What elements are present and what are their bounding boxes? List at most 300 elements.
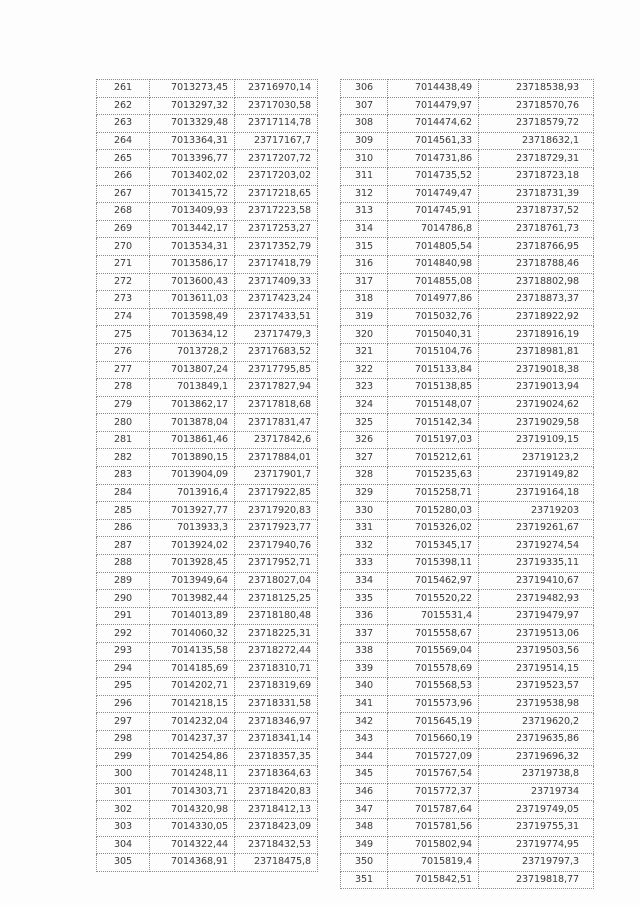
y-coordinate-cell: 23718357,35	[235, 748, 318, 766]
x-coordinate-cell: 7014218,15	[150, 695, 235, 713]
table-row	[97, 449, 318, 467]
x-coordinate-cell: 7013534,31	[150, 238, 235, 256]
point-number-cell: 301	[97, 783, 150, 801]
x-coordinate-cell: 7014561,33	[388, 132, 479, 150]
y-coordinate-cell: 23719818,77	[479, 871, 594, 889]
table-row	[341, 783, 594, 801]
x-coordinate-cell: 7014749,47	[388, 185, 479, 203]
x-coordinate-cell: 7013862,17	[150, 396, 235, 414]
x-coordinate-cell: 7014805,54	[388, 238, 479, 256]
point-number-cell: 289	[97, 572, 150, 590]
point-number-cell: 319	[341, 308, 388, 326]
y-coordinate-cell: 23718788,46	[479, 255, 594, 273]
table-row	[97, 396, 318, 414]
y-coordinate-cell: 23719620,2	[479, 713, 594, 731]
y-coordinate-cell: 23719774,95	[479, 836, 594, 854]
y-coordinate-cell: 23718272,44	[235, 643, 318, 661]
table-row	[97, 678, 318, 696]
table-row	[97, 555, 318, 573]
point-number-cell: 288	[97, 555, 150, 573]
point-number-cell: 261	[97, 80, 150, 98]
x-coordinate-cell: 7014330,05	[150, 818, 235, 836]
point-number-cell: 340	[341, 678, 388, 696]
table-row	[341, 308, 594, 326]
x-coordinate-cell: 7015568,53	[388, 678, 479, 696]
table-row	[341, 203, 594, 221]
point-number-cell: 267	[97, 185, 150, 203]
y-coordinate-cell: 23719335,11	[479, 555, 594, 573]
y-coordinate-cell: 23718364,63	[235, 766, 318, 784]
point-number-cell: 315	[341, 238, 388, 256]
table-row	[97, 167, 318, 185]
y-coordinate-cell: 23719024,62	[479, 396, 594, 414]
point-number-cell: 334	[341, 572, 388, 590]
table-row	[97, 519, 318, 537]
x-coordinate-cell: 7014735,52	[388, 167, 479, 185]
x-coordinate-cell: 7015819,4	[388, 854, 479, 872]
table-row	[341, 660, 594, 678]
x-coordinate-cell: 7014479,97	[388, 97, 479, 115]
table-row	[97, 502, 318, 520]
point-number-cell: 305	[97, 854, 150, 872]
point-number-cell: 350	[341, 854, 388, 872]
x-coordinate-cell: 7015040,31	[388, 326, 479, 344]
point-number-cell: 274	[97, 308, 150, 326]
x-coordinate-cell: 7013611,03	[150, 291, 235, 309]
x-coordinate-cell: 7013924,02	[150, 537, 235, 555]
y-coordinate-cell: 23718761,73	[479, 220, 594, 238]
table-row	[341, 836, 594, 854]
table-row	[97, 80, 318, 98]
table-row	[97, 590, 318, 608]
table-row	[97, 97, 318, 115]
x-coordinate-cell: 7015345,17	[388, 537, 479, 555]
x-coordinate-cell: 7013928,45	[150, 555, 235, 573]
y-coordinate-cell: 23717479,3	[235, 326, 318, 344]
x-coordinate-cell: 7014322,44	[150, 836, 235, 854]
point-number-cell: 347	[341, 801, 388, 819]
point-number-cell: 269	[97, 220, 150, 238]
y-coordinate-cell: 23717842,6	[235, 431, 318, 449]
table-row	[341, 572, 594, 590]
x-coordinate-cell: 7014840,98	[388, 255, 479, 273]
table-row	[97, 185, 318, 203]
x-coordinate-cell: 7015520,22	[388, 590, 479, 608]
y-coordinate-cell: 23717827,94	[235, 379, 318, 397]
x-coordinate-cell: 7014977,86	[388, 291, 479, 309]
point-number-cell: 293	[97, 643, 150, 661]
table-row	[97, 220, 318, 238]
x-coordinate-cell: 7015767,54	[388, 766, 479, 784]
y-coordinate-cell: 23718916,19	[479, 326, 594, 344]
point-number-cell: 329	[341, 484, 388, 502]
point-number-cell: 276	[97, 343, 150, 361]
x-coordinate-cell: 7015842,51	[388, 871, 479, 889]
y-coordinate-cell: 23717167,7	[235, 132, 318, 150]
table-row	[341, 678, 594, 696]
table-row	[341, 854, 594, 872]
table-row	[97, 308, 318, 326]
point-number-cell: 341	[341, 695, 388, 713]
x-coordinate-cell: 7014438,49	[388, 80, 479, 98]
point-number-cell: 314	[341, 220, 388, 238]
point-number-cell: 281	[97, 431, 150, 449]
table-row	[341, 695, 594, 713]
table-row	[341, 484, 594, 502]
point-number-cell: 303	[97, 818, 150, 836]
table-row	[341, 326, 594, 344]
y-coordinate-cell: 23717030,58	[235, 97, 318, 115]
y-coordinate-cell: 23717683,52	[235, 343, 318, 361]
point-number-cell: 278	[97, 379, 150, 397]
table-row	[97, 379, 318, 397]
point-number-cell: 291	[97, 607, 150, 625]
point-number-cell: 309	[341, 132, 388, 150]
table-row	[341, 590, 594, 608]
table-row	[97, 343, 318, 361]
x-coordinate-cell: 7013598,49	[150, 308, 235, 326]
y-coordinate-cell: 23717922,85	[235, 484, 318, 502]
table-row	[341, 255, 594, 273]
point-number-cell: 346	[341, 783, 388, 801]
x-coordinate-cell: 7013364,31	[150, 132, 235, 150]
y-coordinate-cell: 23719734	[479, 783, 594, 801]
table-row	[97, 361, 318, 379]
table-row	[341, 414, 594, 432]
point-number-cell: 318	[341, 291, 388, 309]
table-row	[97, 783, 318, 801]
y-coordinate-cell: 23719513,06	[479, 625, 594, 643]
y-coordinate-cell: 23719797,3	[479, 854, 594, 872]
x-coordinate-cell: 7013878,04	[150, 414, 235, 432]
point-number-cell: 295	[97, 678, 150, 696]
y-coordinate-cell: 23717114,78	[235, 115, 318, 133]
table-row	[341, 730, 594, 748]
point-number-cell: 324	[341, 396, 388, 414]
table-row	[97, 607, 318, 625]
x-coordinate-cell: 7013890,15	[150, 449, 235, 467]
y-coordinate-cell: 23718538,93	[479, 80, 594, 98]
table-row	[97, 115, 318, 133]
point-number-cell: 270	[97, 238, 150, 256]
x-coordinate-cell: 7013402,02	[150, 167, 235, 185]
y-coordinate-cell: 23719479,97	[479, 607, 594, 625]
x-coordinate-cell: 7014303,71	[150, 783, 235, 801]
y-coordinate-cell: 23718432,53	[235, 836, 318, 854]
coordinate-table-right	[340, 79, 594, 889]
point-number-cell: 263	[97, 115, 150, 133]
table-row	[97, 818, 318, 836]
y-coordinate-cell: 23719109,15	[479, 431, 594, 449]
point-number-cell: 310	[341, 150, 388, 168]
x-coordinate-cell: 7015787,64	[388, 801, 479, 819]
table-row	[97, 203, 318, 221]
point-number-cell: 311	[341, 167, 388, 185]
y-coordinate-cell: 23718731,39	[479, 185, 594, 203]
point-number-cell: 312	[341, 185, 388, 203]
y-coordinate-cell: 23719013,94	[479, 379, 594, 397]
table-row	[341, 220, 594, 238]
point-number-cell: 298	[97, 730, 150, 748]
point-number-cell: 277	[97, 361, 150, 379]
point-number-cell: 268	[97, 203, 150, 221]
y-coordinate-cell: 23717940,76	[235, 537, 318, 555]
x-coordinate-cell: 7014135,58	[150, 643, 235, 661]
x-coordinate-cell: 7015212,61	[388, 449, 479, 467]
point-number-cell: 345	[341, 766, 388, 784]
point-number-cell: 284	[97, 484, 150, 502]
x-coordinate-cell: 7013409,93	[150, 203, 235, 221]
x-coordinate-cell: 7014013,89	[150, 607, 235, 625]
x-coordinate-cell: 7013861,46	[150, 431, 235, 449]
x-coordinate-cell: 7013297,32	[150, 97, 235, 115]
point-number-cell: 279	[97, 396, 150, 414]
table-row	[97, 326, 318, 344]
x-coordinate-cell: 7014248,11	[150, 766, 235, 784]
table-row	[341, 396, 594, 414]
point-number-cell: 272	[97, 273, 150, 291]
x-coordinate-cell: 7015727,09	[388, 748, 479, 766]
table-row	[97, 730, 318, 748]
point-number-cell: 265	[97, 150, 150, 168]
x-coordinate-cell: 7015280,03	[388, 502, 479, 520]
point-number-cell: 285	[97, 502, 150, 520]
table-row	[341, 132, 594, 150]
x-coordinate-cell: 7015104,76	[388, 343, 479, 361]
y-coordinate-cell: 23718346,97	[235, 713, 318, 731]
point-number-cell: 273	[97, 291, 150, 309]
x-coordinate-cell: 7014368,91	[150, 854, 235, 872]
x-coordinate-cell: 7013634,12	[150, 326, 235, 344]
point-number-cell: 336	[341, 607, 388, 625]
x-coordinate-cell: 7014474,62	[388, 115, 479, 133]
x-coordinate-cell: 7013933,3	[150, 519, 235, 537]
x-coordinate-cell: 7013849,1	[150, 379, 235, 397]
x-coordinate-cell: 7015772,37	[388, 783, 479, 801]
table-row	[341, 431, 594, 449]
table-row	[97, 132, 318, 150]
x-coordinate-cell: 7014731,86	[388, 150, 479, 168]
x-coordinate-cell: 7013586,17	[150, 255, 235, 273]
table-row	[97, 572, 318, 590]
table-row	[97, 766, 318, 784]
point-number-cell: 323	[341, 379, 388, 397]
point-number-cell: 330	[341, 502, 388, 520]
y-coordinate-cell: 23717901,7	[235, 467, 318, 485]
y-coordinate-cell: 23719635,86	[479, 730, 594, 748]
x-coordinate-cell: 7014855,08	[388, 273, 479, 291]
point-number-cell: 271	[97, 255, 150, 273]
y-coordinate-cell: 23718766,95	[479, 238, 594, 256]
x-coordinate-cell: 7013600,43	[150, 273, 235, 291]
x-coordinate-cell: 7015531,4	[388, 607, 479, 625]
point-number-cell: 308	[341, 115, 388, 133]
y-coordinate-cell: 23718331,58	[235, 695, 318, 713]
y-coordinate-cell: 23717920,83	[235, 502, 318, 520]
table-row	[341, 449, 594, 467]
x-coordinate-cell: 7014237,37	[150, 730, 235, 748]
y-coordinate-cell: 23719749,05	[479, 801, 594, 819]
x-coordinate-cell: 7015781,56	[388, 818, 479, 836]
table-row	[341, 502, 594, 520]
point-number-cell: 342	[341, 713, 388, 731]
y-coordinate-cell: 23719261,67	[479, 519, 594, 537]
y-coordinate-cell: 23718475,8	[235, 854, 318, 872]
point-number-cell: 339	[341, 660, 388, 678]
table-row	[97, 713, 318, 731]
point-number-cell: 307	[341, 97, 388, 115]
table-row	[341, 801, 594, 819]
point-number-cell: 316	[341, 255, 388, 273]
point-number-cell: 351	[341, 871, 388, 889]
y-coordinate-cell: 23719123,2	[479, 449, 594, 467]
point-number-cell: 333	[341, 555, 388, 573]
x-coordinate-cell: 7015148,07	[388, 396, 479, 414]
table-row	[97, 643, 318, 661]
y-coordinate-cell: 23717218,65	[235, 185, 318, 203]
y-coordinate-cell: 23719018,38	[479, 361, 594, 379]
table-row	[341, 361, 594, 379]
x-coordinate-cell: 7015462,97	[388, 572, 479, 590]
point-number-cell: 292	[97, 625, 150, 643]
y-coordinate-cell: 23716970,14	[235, 80, 318, 98]
y-coordinate-cell: 23719029,58	[479, 414, 594, 432]
table-row	[97, 273, 318, 291]
y-coordinate-cell: 23717433,51	[235, 308, 318, 326]
point-number-cell: 302	[97, 801, 150, 819]
y-coordinate-cell: 23719203	[479, 502, 594, 520]
table-row	[341, 713, 594, 731]
point-number-cell: 343	[341, 730, 388, 748]
point-number-cell: 337	[341, 625, 388, 643]
table-row	[97, 150, 318, 168]
y-coordinate-cell: 23719149,82	[479, 467, 594, 485]
table-row	[97, 255, 318, 273]
table-row	[341, 748, 594, 766]
y-coordinate-cell: 23719482,93	[479, 590, 594, 608]
x-coordinate-cell: 7014202,71	[150, 678, 235, 696]
x-coordinate-cell: 7013916,4	[150, 484, 235, 502]
y-coordinate-cell: 23718579,72	[479, 115, 594, 133]
y-coordinate-cell: 23717409,33	[235, 273, 318, 291]
x-coordinate-cell: 7014232,04	[150, 713, 235, 731]
table-row	[341, 625, 594, 643]
table-row	[97, 537, 318, 555]
x-coordinate-cell: 7013904,09	[150, 467, 235, 485]
y-coordinate-cell: 23718570,76	[479, 97, 594, 115]
point-number-cell: 344	[341, 748, 388, 766]
x-coordinate-cell: 7014185,69	[150, 660, 235, 678]
y-coordinate-cell: 23719410,67	[479, 572, 594, 590]
y-coordinate-cell: 23718632,1	[479, 132, 594, 150]
table-row	[341, 607, 594, 625]
point-number-cell: 264	[97, 132, 150, 150]
point-number-cell: 306	[341, 80, 388, 98]
y-coordinate-cell: 23718922,92	[479, 308, 594, 326]
point-number-cell: 282	[97, 449, 150, 467]
x-coordinate-cell: 7014745,91	[388, 203, 479, 221]
y-coordinate-cell: 23717253,27	[235, 220, 318, 238]
point-number-cell: 321	[341, 343, 388, 361]
table-row	[97, 836, 318, 854]
x-coordinate-cell: 7013807,24	[150, 361, 235, 379]
table-row	[341, 80, 594, 98]
table-row	[341, 643, 594, 661]
y-coordinate-cell: 23719538,98	[479, 695, 594, 713]
y-coordinate-cell: 23717952,71	[235, 555, 318, 573]
y-coordinate-cell: 23718225,31	[235, 625, 318, 643]
table-row	[97, 748, 318, 766]
y-coordinate-cell: 23718423,09	[235, 818, 318, 836]
point-number-cell: 266	[97, 167, 150, 185]
y-coordinate-cell: 23717207,72	[235, 150, 318, 168]
table-row	[97, 484, 318, 502]
table-row	[341, 467, 594, 485]
y-coordinate-cell: 23719503,56	[479, 643, 594, 661]
x-coordinate-cell: 7014060,32	[150, 625, 235, 643]
point-number-cell: 322	[341, 361, 388, 379]
table-row	[97, 238, 318, 256]
y-coordinate-cell: 23717423,24	[235, 291, 318, 309]
table-row	[97, 854, 318, 872]
x-coordinate-cell: 7015645,19	[388, 713, 479, 731]
y-coordinate-cell: 23717203,02	[235, 167, 318, 185]
x-coordinate-cell: 7015802,94	[388, 836, 479, 854]
y-coordinate-cell: 23718310,71	[235, 660, 318, 678]
x-coordinate-cell: 7015558,67	[388, 625, 479, 643]
y-coordinate-cell: 23718319,69	[235, 678, 318, 696]
x-coordinate-cell: 7013396,77	[150, 150, 235, 168]
x-coordinate-cell: 7015133,84	[388, 361, 479, 379]
y-coordinate-cell: 23717418,79	[235, 255, 318, 273]
x-coordinate-cell: 7015569,04	[388, 643, 479, 661]
point-number-cell: 299	[97, 748, 150, 766]
point-number-cell: 325	[341, 414, 388, 432]
y-coordinate-cell: 23719523,57	[479, 678, 594, 696]
table-row	[341, 519, 594, 537]
point-number-cell: 313	[341, 203, 388, 221]
point-number-cell: 328	[341, 467, 388, 485]
x-coordinate-cell: 7015578,69	[388, 660, 479, 678]
y-coordinate-cell: 23718729,31	[479, 150, 594, 168]
table-row	[97, 431, 318, 449]
y-coordinate-cell: 23719514,15	[479, 660, 594, 678]
y-coordinate-cell: 23718341,14	[235, 730, 318, 748]
x-coordinate-cell: 7013728,2	[150, 343, 235, 361]
y-coordinate-cell: 23717923,77	[235, 519, 318, 537]
point-number-cell: 335	[341, 590, 388, 608]
y-coordinate-cell: 23717884,01	[235, 449, 318, 467]
y-coordinate-cell: 23718180,48	[235, 607, 318, 625]
x-coordinate-cell: 7015326,02	[388, 519, 479, 537]
x-coordinate-cell: 7013273,45	[150, 80, 235, 98]
x-coordinate-cell: 7015138,85	[388, 379, 479, 397]
point-number-cell: 327	[341, 449, 388, 467]
coordinate-table-left	[96, 79, 318, 872]
y-coordinate-cell: 23718802,98	[479, 273, 594, 291]
y-coordinate-cell: 23717795,85	[235, 361, 318, 379]
y-coordinate-cell: 23717831,47	[235, 414, 318, 432]
y-coordinate-cell: 23718412,13	[235, 801, 318, 819]
point-number-cell: 283	[97, 467, 150, 485]
point-number-cell: 349	[341, 836, 388, 854]
point-number-cell: 297	[97, 713, 150, 731]
x-coordinate-cell: 7015142,34	[388, 414, 479, 432]
y-coordinate-cell: 23717223,58	[235, 203, 318, 221]
x-coordinate-cell: 7013415,72	[150, 185, 235, 203]
x-coordinate-cell: 7014254,86	[150, 748, 235, 766]
x-coordinate-cell: 7014320,98	[150, 801, 235, 819]
